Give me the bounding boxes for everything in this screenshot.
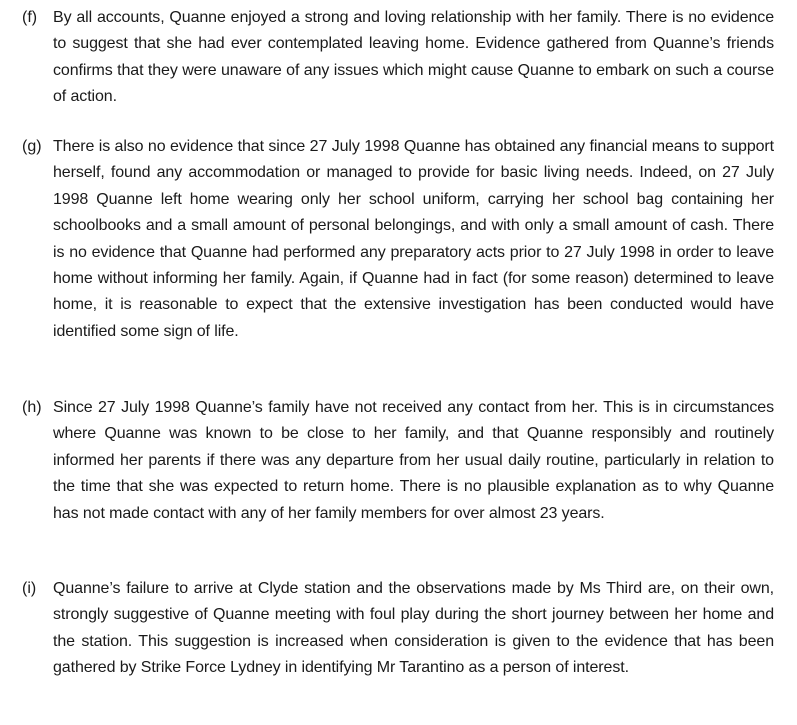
paragraph-text: There is also no evidence that since 27 July 1998 Quanne has obtained any financial means to support herself, found any accommodation or managed to provide for basic living needs. Indeed, on 27 July 1998 Quanne left home wearing only her school uniform, carrying her school bag containing her schoolbooks and a small amount of personal belongings, and with only a small amount of cash. There is no evidence that Quanne had performed any preparatory acts prior to 27 July 1998 in order to leave home without informing her family. Again, if Quanne had in fact (for some reason) determined to leave home, it is reasonable to expect that the extensive investigation has been conducted would have identified some sign of life. xyxy=(53,138,774,340)
paragraph-i xyxy=(22,576,774,682)
paragraph-label: (h) xyxy=(22,399,42,416)
paragraph-text: By all accounts, Quanne enjoyed a strong and loving relationship with her family. There is no evidence to suggest that she had ever contemplated leaving home. Evidence gathered from Quanne’s friends confirms that they were unaware of any issues which might cause Quanne to embark on such a course of action. xyxy=(53,9,774,106)
paragraph-text: Quanne’s failure to arrive at Clyde station and the observations made by Ms Third are, on their own, strongly suggestive of Quanne meeting with foul play during the short journey between her home and the station. This suggestion is increased when consideration is given to the evidence that has been gathered by Strike Force Lydney in identifying Mr Tarantino as a person of interest. xyxy=(53,580,774,677)
paragraph-label: (g) xyxy=(22,138,42,155)
paragraph-h xyxy=(22,395,774,527)
paragraph-text: Since 27 July 1998 Quanne’s family have not received any contact from her. This is in circumstances where Quanne was known to be close to her family, and that Quanne responsibly and routinely informed her parents if there was any departure from her usual daily routine, particularly in relation to the time that she was expected to return home. There is no plausible explanation as to why Quanne has not made contact with any of her family members for over almost 23 years. xyxy=(53,399,774,522)
paragraph-f xyxy=(22,5,774,111)
paragraph-g xyxy=(22,134,774,345)
paragraph-label: (f) xyxy=(22,9,38,26)
paragraph-label: (i) xyxy=(22,580,37,597)
